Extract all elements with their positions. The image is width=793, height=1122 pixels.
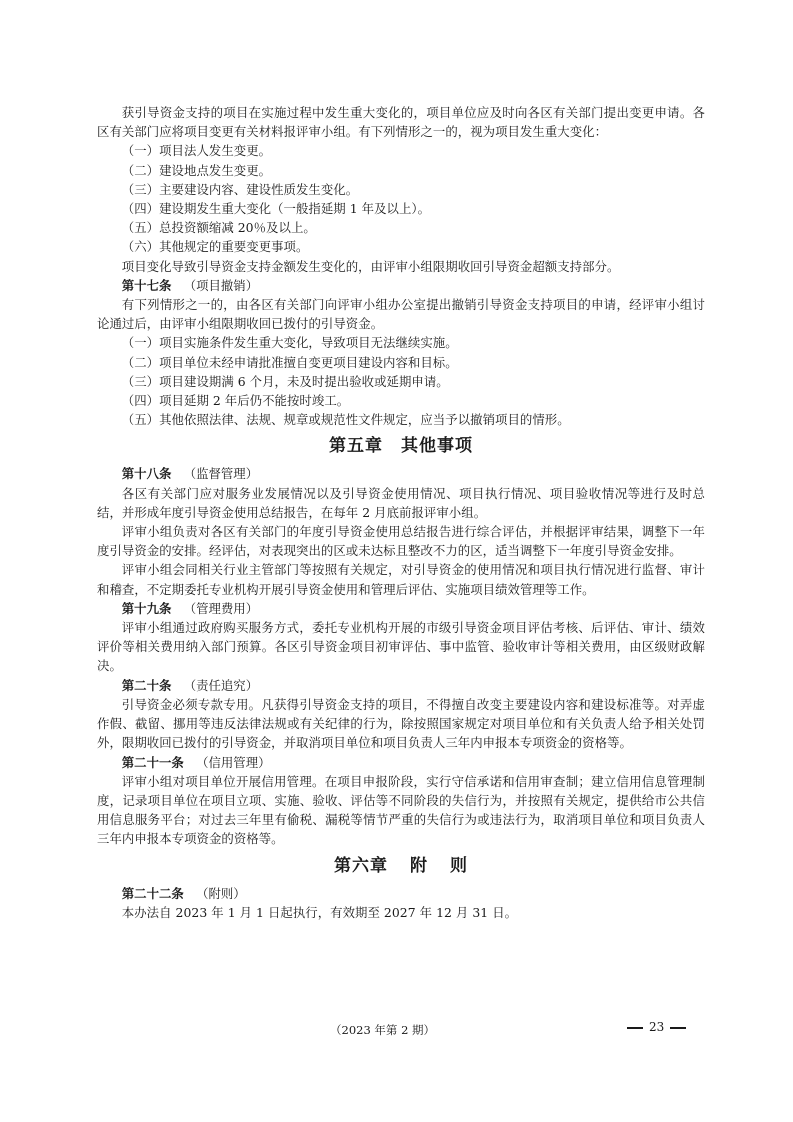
list-item: （四）项目延期 2 年后仍不能按时竣工。 [121,393,350,409]
article-number: 第十八条 [121,466,172,482]
article-title: （信用管理） [196,754,271,770]
issue-label: （2023 年第 2 期） [330,1023,436,1037]
chapter-heading [97,855,705,877]
chapter-title: 其他事项 [401,436,473,457]
article-heading [97,676,705,695]
list-item: （五）总投资额缩减 20％及以上。 [121,220,316,236]
dash-left [627,1027,643,1029]
article-number: 第十九条 [121,600,172,616]
paragraph: 评审小组会同相关行业主管部门等按照有关规定，对引导资金的使用情况和项目执行情况进行监督、审计和稽查，不定期委托专业机构开展引导资金使用和管理后评估、实施项目绩效管理等工作。 [97,562,705,597]
paragraph: 本办法自 2023 年 1 月 1 日起执行，有效期至 2027 年 12 月 31 日。 [121,904,518,920]
article-heading [97,884,705,903]
list-item: （一）项目实施条件发生重大变化，导致项目无法继续实施。 [121,335,458,351]
page-number-text: 23 [649,1020,665,1034]
chapter-heading [97,435,705,457]
page-body [97,103,705,922]
list-item: （三）项目建设期满 6 个月，未及时提出验收或延期申请。 [121,373,449,389]
list-item: （五）其他依照法律、法规、规章或规范性文件规定，应当予以撤销项目的情形。 [121,412,570,428]
page-number [621,1020,692,1034]
paragraph: 评审小组负责对各区有关部门的年度引导资金使用总结报告进行综合评估，并根据评审结果，调整下一年度引导资金的安排。经评估，对表现突出的区或未达标且整改不力的区，适当调整下一年度引导资金安排。 [97,524,705,559]
article-title: （项目撤销） [183,277,259,293]
list-item: （二）项目单位未经申请批准擅自变更项目建设内容和目标。 [121,354,458,370]
article-title: （责任追究） [183,677,259,693]
paragraph: 评审小组通过政府购买服务方式，委托专业机构开展的市级引导资金项目评估考核、后评估、审计、绩效评价等相关费用纳入部门预算。各区引导资金项目初审评估、事中监管、验收审计等相关费用，由区级财政解决。 [97,620,705,674]
paragraph: 评审小组对项目单位开展信用管理。在项目申报阶段，实行守信承诺和信用审查制；建立信用信息管理制度，记录项目单位在项目立项、实施、验收、评估等不同阶段的失信行为，并按照有关规定，提供给市公共信用信息服务平台；对过去三年里有偷税、漏税等情节严重的失信行为或违法行为，取消项目单位和项目负责人三年内申报本专项资金的资格等。 [97,773,705,847]
paragraph: 引导资金必须专款专用。凡获得引导资金支持的项目，不得擅自改变主要建设内容和建设标准等。对弄虚作假、截留、挪用等违反法律法规或有关纪律的行为，除按照国家规定对项目单位和有关负责人给予相关处罚外，限期收回已拨付的引导资金，并取消项目单位和项目负责人三年内申报本专项资金的资格等。 [97,696,705,751]
paragraph: 获引导资金支持的项目在实施过程中发生重大变化的，项目单位应及时向各区有关部门提出变更申请。各区有关部门应将项目变更有关材料报评审小组。有下列情形之一的，视为项目发生重大变化： [97,105,705,140]
article-number: 第十七条 [121,277,172,293]
paragraph: 各区有关部门应对服务业发展情况以及引导资金使用情况、项目执行情况、项目验收情况等进行及时总结，并形成年度引导资金使用总结报告，在每年 2 月底前报评审小组。 [97,485,705,520]
article-title: （监督管理） [183,466,259,482]
dash-right [670,1027,686,1029]
list-item: （二）建设地点发生变更。 [121,162,272,178]
article-number: 第二十一条 [121,754,184,770]
article-heading [97,599,705,618]
article-heading [97,753,705,772]
article-heading [97,464,705,483]
article-number: 第二十条 [121,677,172,693]
article-title: （管理费用） [183,600,259,616]
chapter-title-part: 附 [410,855,428,876]
chapter-number: 第五章 [329,436,383,457]
list-item: （一）项目法人发生变更。 [121,143,272,159]
paragraph: 有下列情形之一的，由各区有关部门向评审小组办公室提出撤销引导资金支持项目的申请，经评审小组讨论通过后，由评审小组限期收回已拨付的引导资金。 [97,297,705,332]
list-item: （三）主要建设内容、建设性质发生变化。 [121,181,359,197]
chapter-number: 第六章 [334,855,388,876]
article-title: （附则） [196,885,246,901]
article-heading [97,276,705,295]
list-item: （四）建设期发生重大变化（一般指延期 1 年及以上）。 [121,201,431,217]
chapter-title-part: 则 [450,855,468,876]
list-item: （六）其他规定的重要变更事项。 [121,239,309,255]
article-number: 第二十二条 [121,885,184,901]
paragraph: 项目变化导致引导资金支持金额发生变化的，由评审小组限期收回引导资金超额支持部分。 [121,258,620,274]
